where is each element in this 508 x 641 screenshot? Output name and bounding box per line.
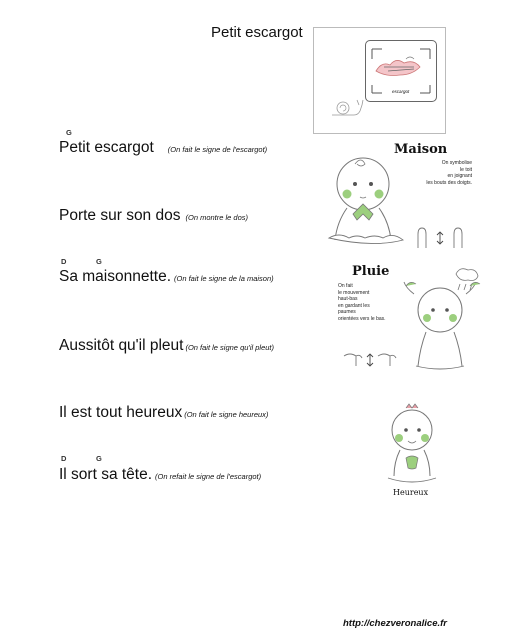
maison-title: Maison bbox=[394, 142, 448, 157]
pluie-text-line: le mouvement bbox=[338, 289, 370, 296]
lyric-line bbox=[59, 337, 274, 355]
chord-label: D bbox=[61, 257, 67, 266]
gesture-note: (On fait le signe de la maison) bbox=[174, 274, 274, 283]
gesture-note: (On refait le signe de l'escargot) bbox=[155, 472, 262, 481]
pluie-text-line: en gardant les bbox=[338, 302, 370, 309]
lyric-text: Sa maisonnette. bbox=[59, 268, 172, 285]
pluie-title: Pluie bbox=[352, 264, 390, 279]
pluie-text-line: On fait bbox=[338, 283, 353, 289]
lyric-line bbox=[59, 139, 267, 157]
page-title: Petit escargot bbox=[211, 24, 303, 41]
lyric-text: Porte sur son dos bbox=[59, 207, 181, 224]
lyric-line bbox=[59, 466, 261, 484]
lyric-text: Petit escargot bbox=[59, 139, 154, 156]
heureux-title: Heureux bbox=[393, 488, 429, 497]
pluie-text-line: orientées vers le bas. bbox=[338, 315, 386, 322]
maison-text-line: le toit bbox=[460, 166, 472, 173]
maison-hands-icon bbox=[414, 224, 470, 250]
chord-label: G bbox=[96, 454, 102, 463]
snail-icon bbox=[314, 28, 445, 133]
lyric-text: Il est tout heureux bbox=[59, 404, 183, 421]
gesture-note: (On fait le signe heureux) bbox=[184, 410, 269, 419]
baby-maison-illustration bbox=[325, 142, 425, 252]
baby-pluie-illustration bbox=[400, 266, 482, 376]
footer-link[interactable]: http://chezveronalice.fr bbox=[343, 618, 447, 629]
escargot-card bbox=[313, 27, 446, 134]
gesture-note: (On fait le signe qu'il pleut) bbox=[185, 343, 275, 352]
escargot-caption: escargot bbox=[392, 89, 410, 94]
maison-text-line: les bouts des doigts. bbox=[426, 179, 472, 186]
lyric-text: Il sort sa tête. bbox=[59, 466, 153, 483]
pluie-hands-icon bbox=[342, 348, 398, 374]
lyric-line bbox=[59, 404, 268, 422]
lyric-line bbox=[59, 268, 274, 286]
maison-text-line: On symbolise bbox=[441, 160, 472, 166]
chord-label: D bbox=[61, 454, 67, 463]
chord-label: G bbox=[96, 257, 102, 266]
gesture-note: (On montre le dos) bbox=[185, 213, 249, 222]
pluie-text-line: paumes bbox=[338, 309, 356, 315]
lyric-text: Aussitôt qu'il pleut bbox=[59, 337, 184, 354]
lyric-line bbox=[59, 207, 248, 225]
gesture-note: (On fait le signe de l'escargot) bbox=[167, 145, 268, 154]
maison-text-line: en joignant bbox=[447, 173, 472, 179]
pluie-description bbox=[338, 283, 386, 322]
pluie-text-line: haut-bas bbox=[338, 296, 358, 302]
chord-label: G bbox=[66, 128, 72, 137]
baby-heureux-illustration bbox=[382, 402, 442, 488]
